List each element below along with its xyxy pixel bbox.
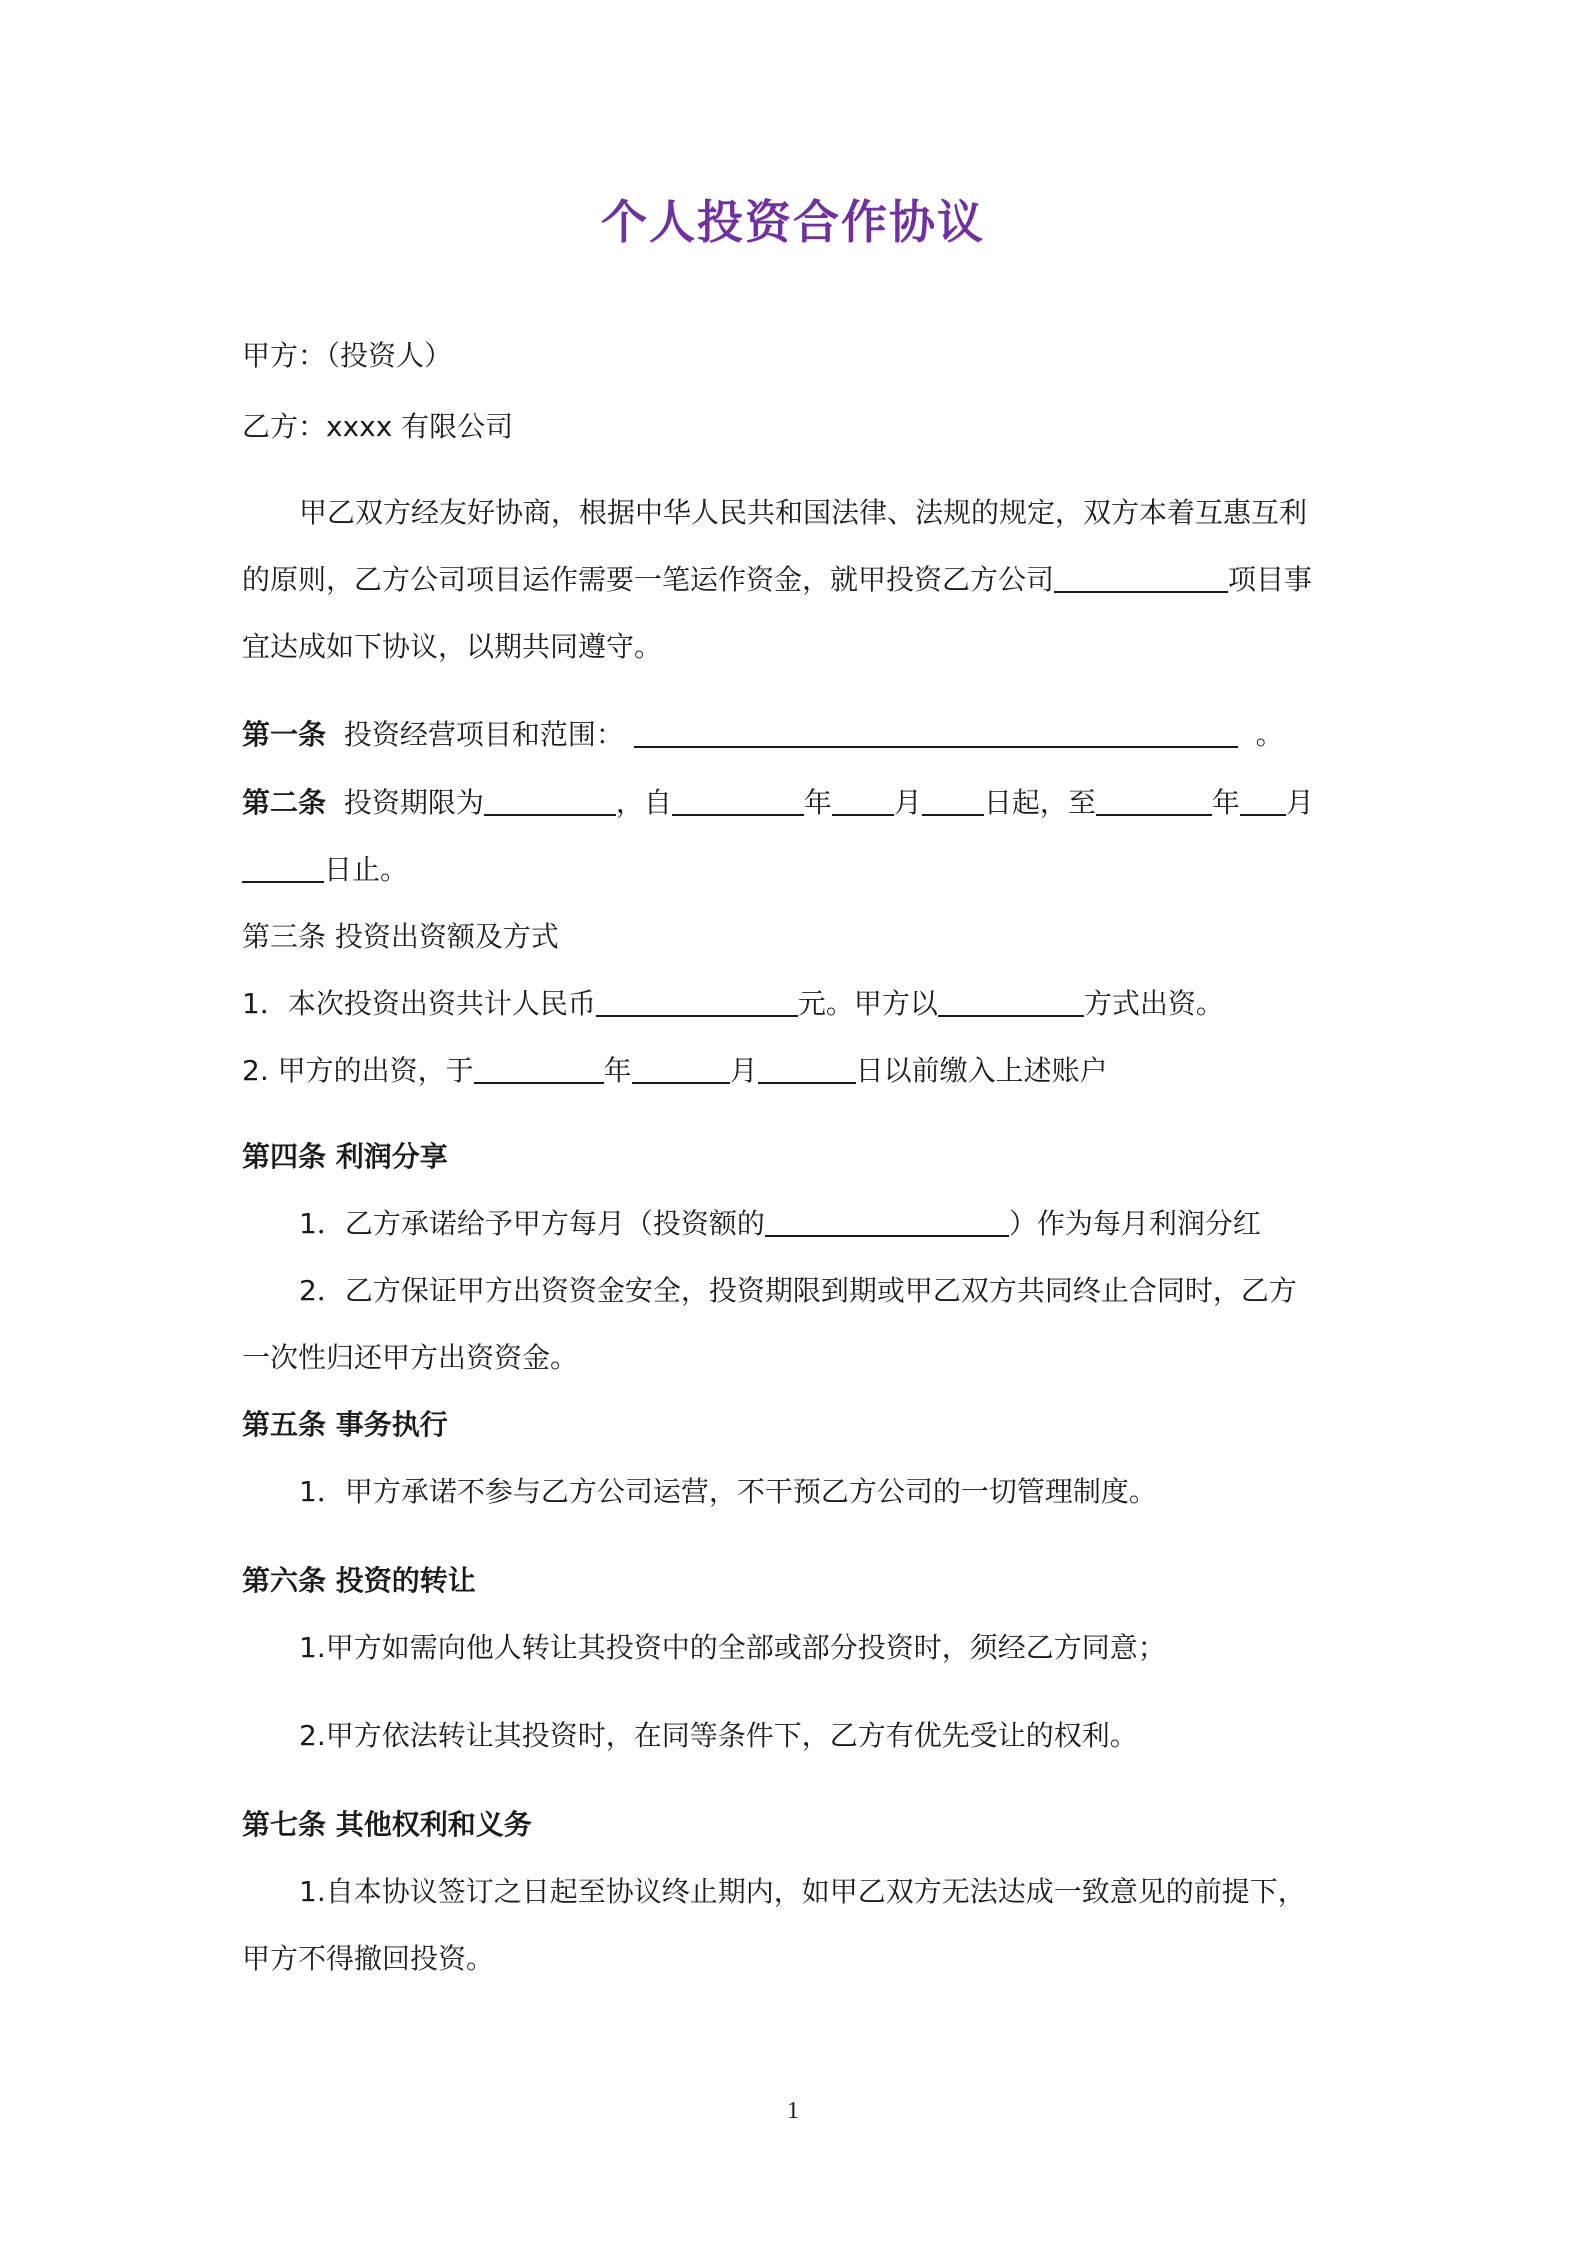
article-3-item-2 [242, 1051, 1108, 1091]
business-scope-blank [634, 716, 1238, 748]
party-b: 乙方：xxxx 有限公司 [242, 410, 514, 443]
article-2-end: 日止。 [324, 853, 409, 886]
article-3-item-1-text: 1．本次投资出资共计人民币 [242, 987, 596, 1020]
article-2-from: ，自 [615, 786, 672, 819]
article-5-item-1: 1．甲方承诺不参与乙方公司运营，不干预乙方公司的一切管理制度。 [299, 1475, 1157, 1508]
article-2-month-label: 月 [893, 786, 922, 819]
article-4-heading: 第四条 利润分享 [242, 1140, 448, 1173]
article-7-item-1-line-2: 甲方不得撤回投资。 [242, 1942, 495, 1975]
article-6-item-1: 1.甲方如需向他人转让其投资中的全部或部分投资时，须经乙方同意； [299, 1631, 1166, 1664]
article-3-item-1 [242, 984, 1224, 1024]
article-5-heading: 第五条 事务执行 [242, 1408, 448, 1441]
preamble-line-2-end: 项目事 [1228, 563, 1313, 596]
start-month-blank [832, 784, 894, 816]
payment-year-blank [474, 1052, 604, 1084]
start-year-blank [672, 784, 804, 816]
article-7-heading: 第七条 其他权利和义务 [242, 1808, 532, 1841]
article-7-item-1-line-1: 1.自本协议签订之日起至协议终止期内，如甲乙双方无法达成一致意见的前提下， [299, 1875, 1306, 1908]
article-4-item-1 [299, 1204, 1261, 1244]
article-4-item-2-line-2: 一次性归还甲方出资资金。 [242, 1341, 579, 1374]
article-2-end-year-label: 年 [1211, 786, 1240, 819]
article-3-heading: 第三条 投资出资额及方式 [242, 920, 559, 953]
article-2 [242, 783, 1314, 823]
term-blank [484, 784, 616, 816]
preamble-line-1: 甲乙双方经友好协商，根据中华人民共和国法律、法规的规定，双方本着互惠互利 [299, 496, 1308, 529]
article-2-to: 日起，至 [983, 786, 1096, 819]
article-4-item-2-line-1: 2．乙方保证甲方出资资金安全，投资期限到期或甲乙双方共同终止合同时，乙方 [299, 1274, 1297, 1307]
article-1-text: 投资经营项目和范围： [343, 718, 624, 751]
party-a: 甲方：（投资人） [242, 339, 453, 372]
payment-method-blank [938, 985, 1084, 1017]
article-3-item-2-text: 2. 甲方的出资，于 [242, 1054, 474, 1087]
article-2-year-label: 年 [803, 786, 832, 819]
article-6-heading: 第六条 投资的转让 [242, 1564, 476, 1597]
article-1-label: 第一条 [242, 718, 327, 751]
end-month-blank [1240, 784, 1286, 816]
preamble-line-2-text: 的原则，乙方公司项目运作需要一笔运作资金，就甲投资乙方公司 [242, 563, 1055, 596]
payment-month-blank [632, 1052, 730, 1084]
article-3-item-1-mid: 元。甲方以 [797, 987, 938, 1020]
article-3-item-1-end: 方式出资。 [1083, 987, 1224, 1020]
article-2-label: 第二条 [242, 786, 327, 819]
start-day-blank [922, 784, 984, 816]
article-2-cont [242, 850, 408, 890]
preamble-line-3: 宜达成如下协议，以期共同遵守。 [242, 630, 663, 663]
profit-ratio-blank [765, 1205, 1009, 1237]
payment-day-blank [758, 1052, 856, 1084]
article-3-item-2-month: 月 [729, 1054, 758, 1087]
article-2-end-month-label: 月 [1285, 786, 1314, 819]
project-name-blank [1054, 561, 1228, 593]
page-number: 1 [787, 2098, 799, 2124]
article-1 [242, 715, 1284, 755]
article-3-item-2-year: 年 [603, 1054, 632, 1087]
document-title: 个人投资合作协议 [601, 195, 985, 249]
article-4-item-1-end: ）作为每月利润分红 [1008, 1207, 1261, 1240]
article-3-item-2-end: 日以前缴入上述账户 [855, 1054, 1108, 1087]
preamble-line-2 [242, 560, 1312, 600]
article-4-item-1-text: 1．乙方承诺给予甲方每月（投资额的 [299, 1207, 765, 1240]
end-year-blank [1096, 784, 1212, 816]
article-2-text: 投资期限为 [343, 786, 484, 819]
amount-blank [596, 985, 798, 1017]
article-6-item-2: 2.甲方依法转让其投资时，在同等条件下，乙方有优先受让的权利。 [299, 1719, 1138, 1752]
article-1-end: 。 [1255, 718, 1284, 751]
end-day-blank [242, 851, 324, 883]
